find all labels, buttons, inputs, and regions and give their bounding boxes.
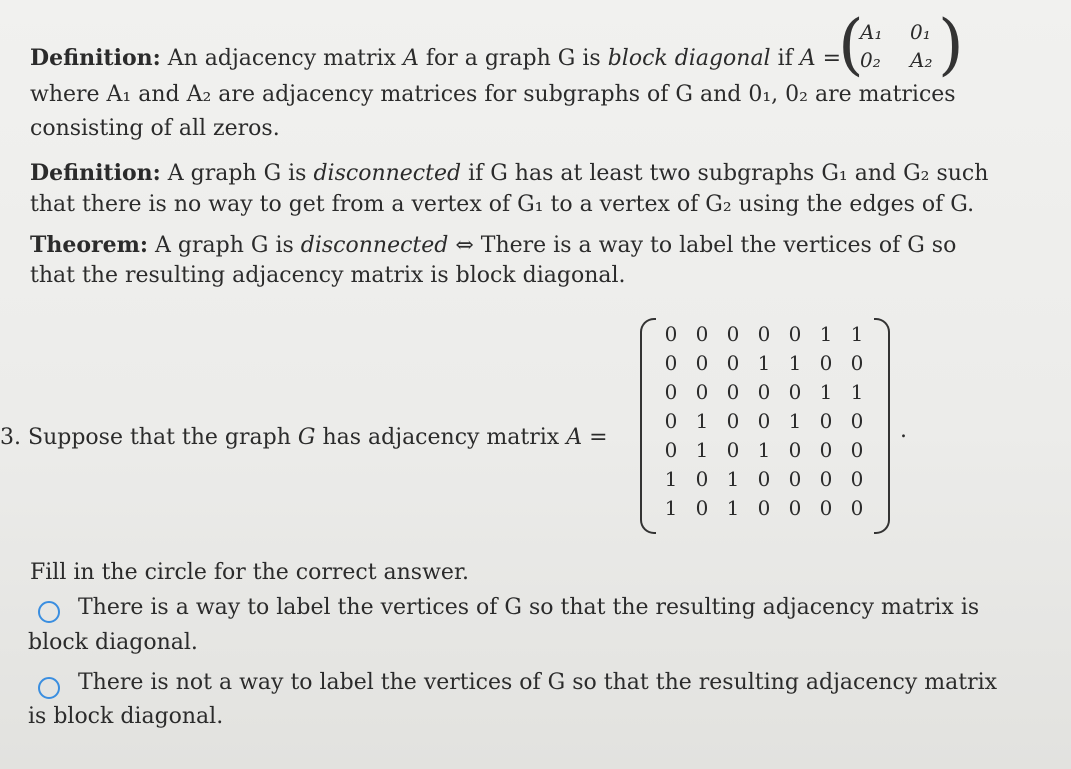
matrix-cell: 1 xyxy=(664,496,678,520)
question-text xyxy=(0,425,608,450)
right-paren: ) xyxy=(938,6,964,83)
matrix-cell: 0 xyxy=(788,467,802,491)
matrix-cell: 0 xyxy=(850,438,864,462)
question-text-a: Suppose that the graph xyxy=(28,425,298,450)
matrix-cell: 0 xyxy=(757,322,771,346)
matrix-cell: 0 xyxy=(695,380,709,404)
matrix-cell: 0 xyxy=(819,438,833,462)
matrix-cell: 1 xyxy=(819,380,833,404)
matrix-cell: 0 xyxy=(664,409,678,433)
matrix-cell: 1 xyxy=(757,351,771,375)
theorem-label: Theorem: xyxy=(30,232,149,258)
instructions: Fill in the circle for the correct answer. xyxy=(30,560,470,585)
matrix-cell: 1 xyxy=(850,380,864,404)
matrix-cell: 0 xyxy=(726,409,740,433)
question-number: 3. xyxy=(0,425,21,450)
definition-2-label: Definition: xyxy=(30,160,161,186)
def2-text-b: if G has at least two subgraphs G₁ and G₂ such xyxy=(461,161,989,186)
block-cell-a2: A₂ xyxy=(910,48,933,72)
matrix-cell: 1 xyxy=(850,322,864,346)
option-2-radio[interactable] xyxy=(38,677,60,699)
def1-term-block-diagonal: block diagonal xyxy=(607,46,771,71)
matrix-cell: 0 xyxy=(695,496,709,520)
theorem-term-disconnected: disconnected xyxy=(300,233,449,258)
matrix-cell: 0 xyxy=(819,496,833,520)
def1-eq: = xyxy=(815,46,842,71)
matrix-cell: 1 xyxy=(695,409,709,433)
matrix-cell: 0 xyxy=(850,351,864,375)
matrix-cell: 0 xyxy=(695,351,709,375)
adjacency-matrix xyxy=(640,318,890,528)
option-1-radio[interactable] xyxy=(38,601,60,623)
definition-2-line-1 xyxy=(30,160,988,186)
matrix-cell: 0 xyxy=(726,322,740,346)
question-text-b: has adjacency matrix xyxy=(315,425,567,450)
definition-1-line-1 xyxy=(30,45,841,71)
question-var-a: A xyxy=(566,425,583,450)
matrix-cell: 1 xyxy=(695,438,709,462)
def1-var-a2: A xyxy=(799,46,816,71)
matrix-cell: 1 xyxy=(726,467,740,491)
definition-2-line-2: that there is no way to get from a vertex of G₁ to a vertex of G₂ using the edges of G. xyxy=(30,192,975,217)
matrix-cell: 0 xyxy=(757,467,771,491)
matrix-cell: 0 xyxy=(664,322,678,346)
block-cell-o1: 0₁ xyxy=(910,20,931,44)
matrix-cell: 0 xyxy=(819,467,833,491)
matrix-cell: 1 xyxy=(664,467,678,491)
block-cell-o2: 0₂ xyxy=(860,48,881,72)
theorem-text-a: A graph G is xyxy=(155,233,301,258)
left-paren: ( xyxy=(838,6,864,83)
def2-term-disconnected: disconnected xyxy=(313,161,462,186)
question-eq: = xyxy=(582,425,608,450)
def1-text-a: An adjacency matrix xyxy=(167,46,403,71)
theorem-line-2: that the resulting adjacency matrix is block diagonal. xyxy=(30,263,626,288)
matrix-cell: 1 xyxy=(788,351,802,375)
theorem-text-b: ⇔ There is a way to label the vertices of G so xyxy=(448,233,957,258)
matrix-cell: 0 xyxy=(788,438,802,462)
question-var-g: G xyxy=(297,425,316,450)
matrix-cell: 0 xyxy=(819,409,833,433)
matrix-cell: 0 xyxy=(695,322,709,346)
matrix-cell: 1 xyxy=(726,496,740,520)
definition-1-line-3: consisting of all zeros. xyxy=(30,116,280,141)
option-2-line-1: There is not a way to label the vertices of G so that the resulting adjacency matrix xyxy=(78,670,998,695)
matrix-cell: 0 xyxy=(757,380,771,404)
matrix-cell: 1 xyxy=(819,322,833,346)
matrix-cell: 0 xyxy=(788,496,802,520)
matrix-cell: 0 xyxy=(757,496,771,520)
def1-text-if: if xyxy=(770,46,800,71)
matrix-cell: 0 xyxy=(664,380,678,404)
matrix-cell: 0 xyxy=(850,496,864,520)
matrix-cell: 0 xyxy=(664,438,678,462)
matrix-cell: 0 xyxy=(726,438,740,462)
option-1-line-2: block diagonal. xyxy=(28,630,198,655)
matrix-cell: 0 xyxy=(726,380,740,404)
matrix-cell: 0 xyxy=(850,409,864,433)
def2-text-a: A graph G is xyxy=(167,161,314,186)
block-matrix-definition xyxy=(838,6,968,83)
def1-text-b: for a graph G is xyxy=(418,46,608,71)
option-2-line-2: is block diagonal. xyxy=(28,704,224,729)
matrix-cell: 0 xyxy=(850,467,864,491)
matrix-cell: 0 xyxy=(664,351,678,375)
matrix-cell: 0 xyxy=(757,409,771,433)
question-period: . xyxy=(900,418,907,443)
matrix-cell: 0 xyxy=(788,380,802,404)
matrix-cell: 1 xyxy=(757,438,771,462)
matrix-right-paren xyxy=(874,318,890,534)
definition-1-label: Definition: xyxy=(30,45,161,71)
matrix-cell: 0 xyxy=(695,467,709,491)
matrix-cell: 1 xyxy=(788,409,802,433)
block-cell-a1: A₁ xyxy=(860,20,883,44)
def1-var-a: A xyxy=(402,46,419,71)
matrix-left-paren xyxy=(640,318,656,534)
theorem-line-1 xyxy=(30,232,956,258)
definition-1-line-2: where A₁ and A₂ are adjacency matrices for subgraphs of G and 0₁, 0₂ are matrices xyxy=(30,82,956,107)
matrix-cell: 0 xyxy=(726,351,740,375)
matrix-cell: 0 xyxy=(788,322,802,346)
option-1-line-1: There is a way to label the vertices of G so that the resulting adjacency matrix is xyxy=(78,595,980,620)
matrix-cell: 0 xyxy=(819,351,833,375)
